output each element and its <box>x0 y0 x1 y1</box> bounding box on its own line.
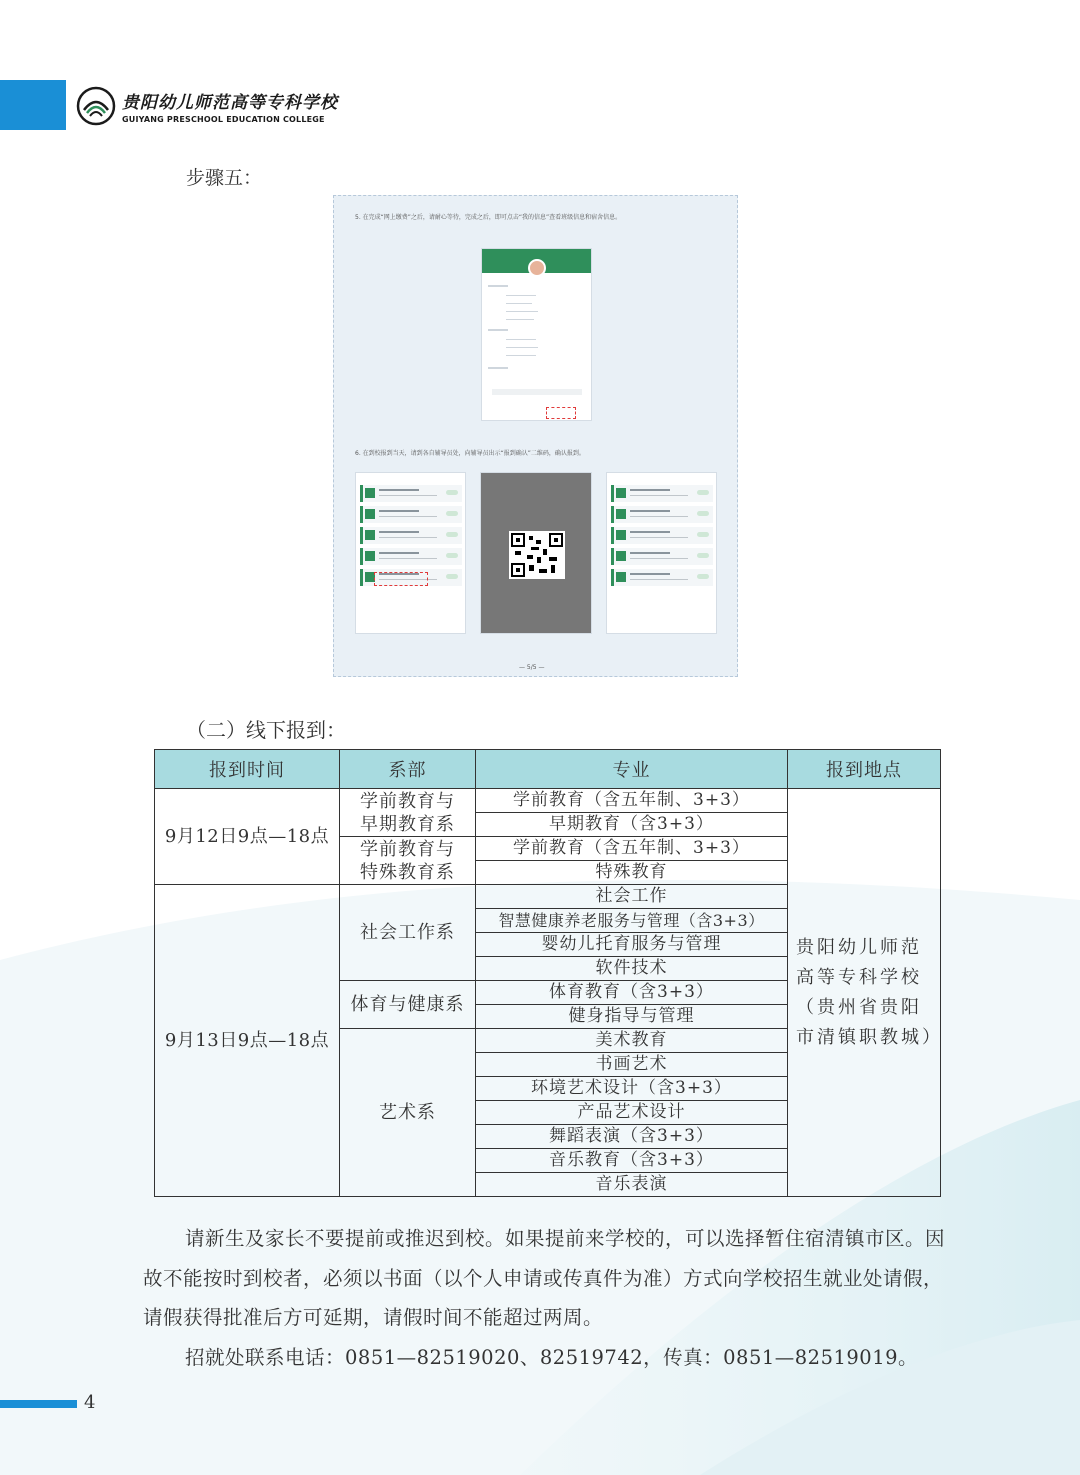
major-cell: 音乐教育（含3+3） <box>476 1149 788 1173</box>
department-cell: 艺术系 <box>340 1029 476 1197</box>
major-cell: 学前教育（含五年制、3+3） <box>476 837 788 861</box>
major-cell: 美术教育 <box>476 1029 788 1053</box>
phone-checklist-1 <box>355 472 466 634</box>
major-cell: 婴幼儿托育服务与管理 <box>476 933 788 957</box>
header-accent-bar <box>0 80 66 130</box>
step-heading: 步骤五： <box>186 167 263 189</box>
notice-text: 请新生及家长不要提前或推迟到校。如果提前来学校的，可以选择暂住宿清镇市区。因故不能按时到校者，必须以书面（以个人申请或传真件为准）方式向学校招生就业处请假，请假获得批准后方可延期，请假时间不能超过两周。 <box>143 1227 946 1329</box>
header-major: 专业 <box>476 750 788 789</box>
logo-english-name: GUIYANG PRESCHOOL EDUCATION COLLEGE <box>122 115 325 124</box>
major-cell: 学前教育（含五年制、3+3） <box>476 789 788 813</box>
step6-instruction: 6. 在到校报到当天，请到各自辅导员处，向辅导员出示“报到确认”二维码，确认报到。 <box>355 450 585 457</box>
phone-checklist-2 <box>606 472 717 634</box>
major-cell: 早期教育（含3+3） <box>476 813 788 837</box>
major-cell: 环境艺术设计（含3+3） <box>476 1077 788 1101</box>
step5-instruction: 5. 在完成“网上缴费”之后，请耐心等待，完成之后，即可点击“我的信息”查看班级信息和宿舍信息。 <box>355 214 622 221</box>
phone-my-info <box>481 248 592 421</box>
footer-accent-bar <box>0 1400 77 1408</box>
page-indicator: — 5/5 — <box>519 664 545 671</box>
phone-qr-code <box>480 472 592 634</box>
notice-paragraph <box>143 1219 955 1338</box>
section-heading: （二）线下报到： <box>186 718 346 742</box>
major-cell: 特殊教育 <box>476 861 788 885</box>
time-cell: 9月12日9点—18点 <box>155 789 340 885</box>
department-cell: 社会工作系 <box>340 885 476 981</box>
logo-chinese-name: 贵阳幼儿师范高等专科学校 <box>122 93 338 113</box>
table-header-row <box>155 750 941 789</box>
table-row <box>155 789 941 813</box>
header-time: 报到时间 <box>155 750 340 789</box>
major-cell: 智慧健康养老服务与管理（含3+3） <box>476 909 788 933</box>
time-cell: 9月13日9点—18点 <box>155 885 340 1197</box>
major-cell: 社会工作 <box>476 885 788 909</box>
contact-paragraph <box>143 1338 955 1378</box>
major-cell: 音乐表演 <box>476 1173 788 1197</box>
page-number: 4 <box>84 1392 96 1413</box>
department-cell: 体育与健康系 <box>340 981 476 1029</box>
location-cell: 贵阳幼儿师范高等专科学校（贵州省贵阳市清镇职教城） <box>788 789 941 1197</box>
app-screenshot <box>333 195 738 677</box>
qr-code <box>509 531 565 579</box>
header-location: 报到地点 <box>788 750 941 789</box>
college-emblem-icon <box>76 86 116 126</box>
avatar <box>528 259 546 277</box>
major-cell: 产品艺术设计 <box>476 1101 788 1125</box>
college-logo <box>76 86 338 126</box>
major-cell: 软件技术 <box>476 957 788 981</box>
major-cell: 书画艺术 <box>476 1053 788 1077</box>
major-cell: 健身指导与管理 <box>476 1005 788 1029</box>
header-department: 系部 <box>340 750 476 789</box>
major-cell: 体育教育（含3+3） <box>476 981 788 1005</box>
department-cell: 学前教育与早期教育系 <box>340 789 476 837</box>
department-cell: 学前教育与特殊教育系 <box>340 837 476 885</box>
contact-text: 招就处联系电话：0851—82519020、82519742，传真：0851—82519019。 <box>185 1346 919 1369</box>
major-cell: 舞蹈表演（含3+3） <box>476 1125 788 1149</box>
registration-table <box>154 749 941 1197</box>
